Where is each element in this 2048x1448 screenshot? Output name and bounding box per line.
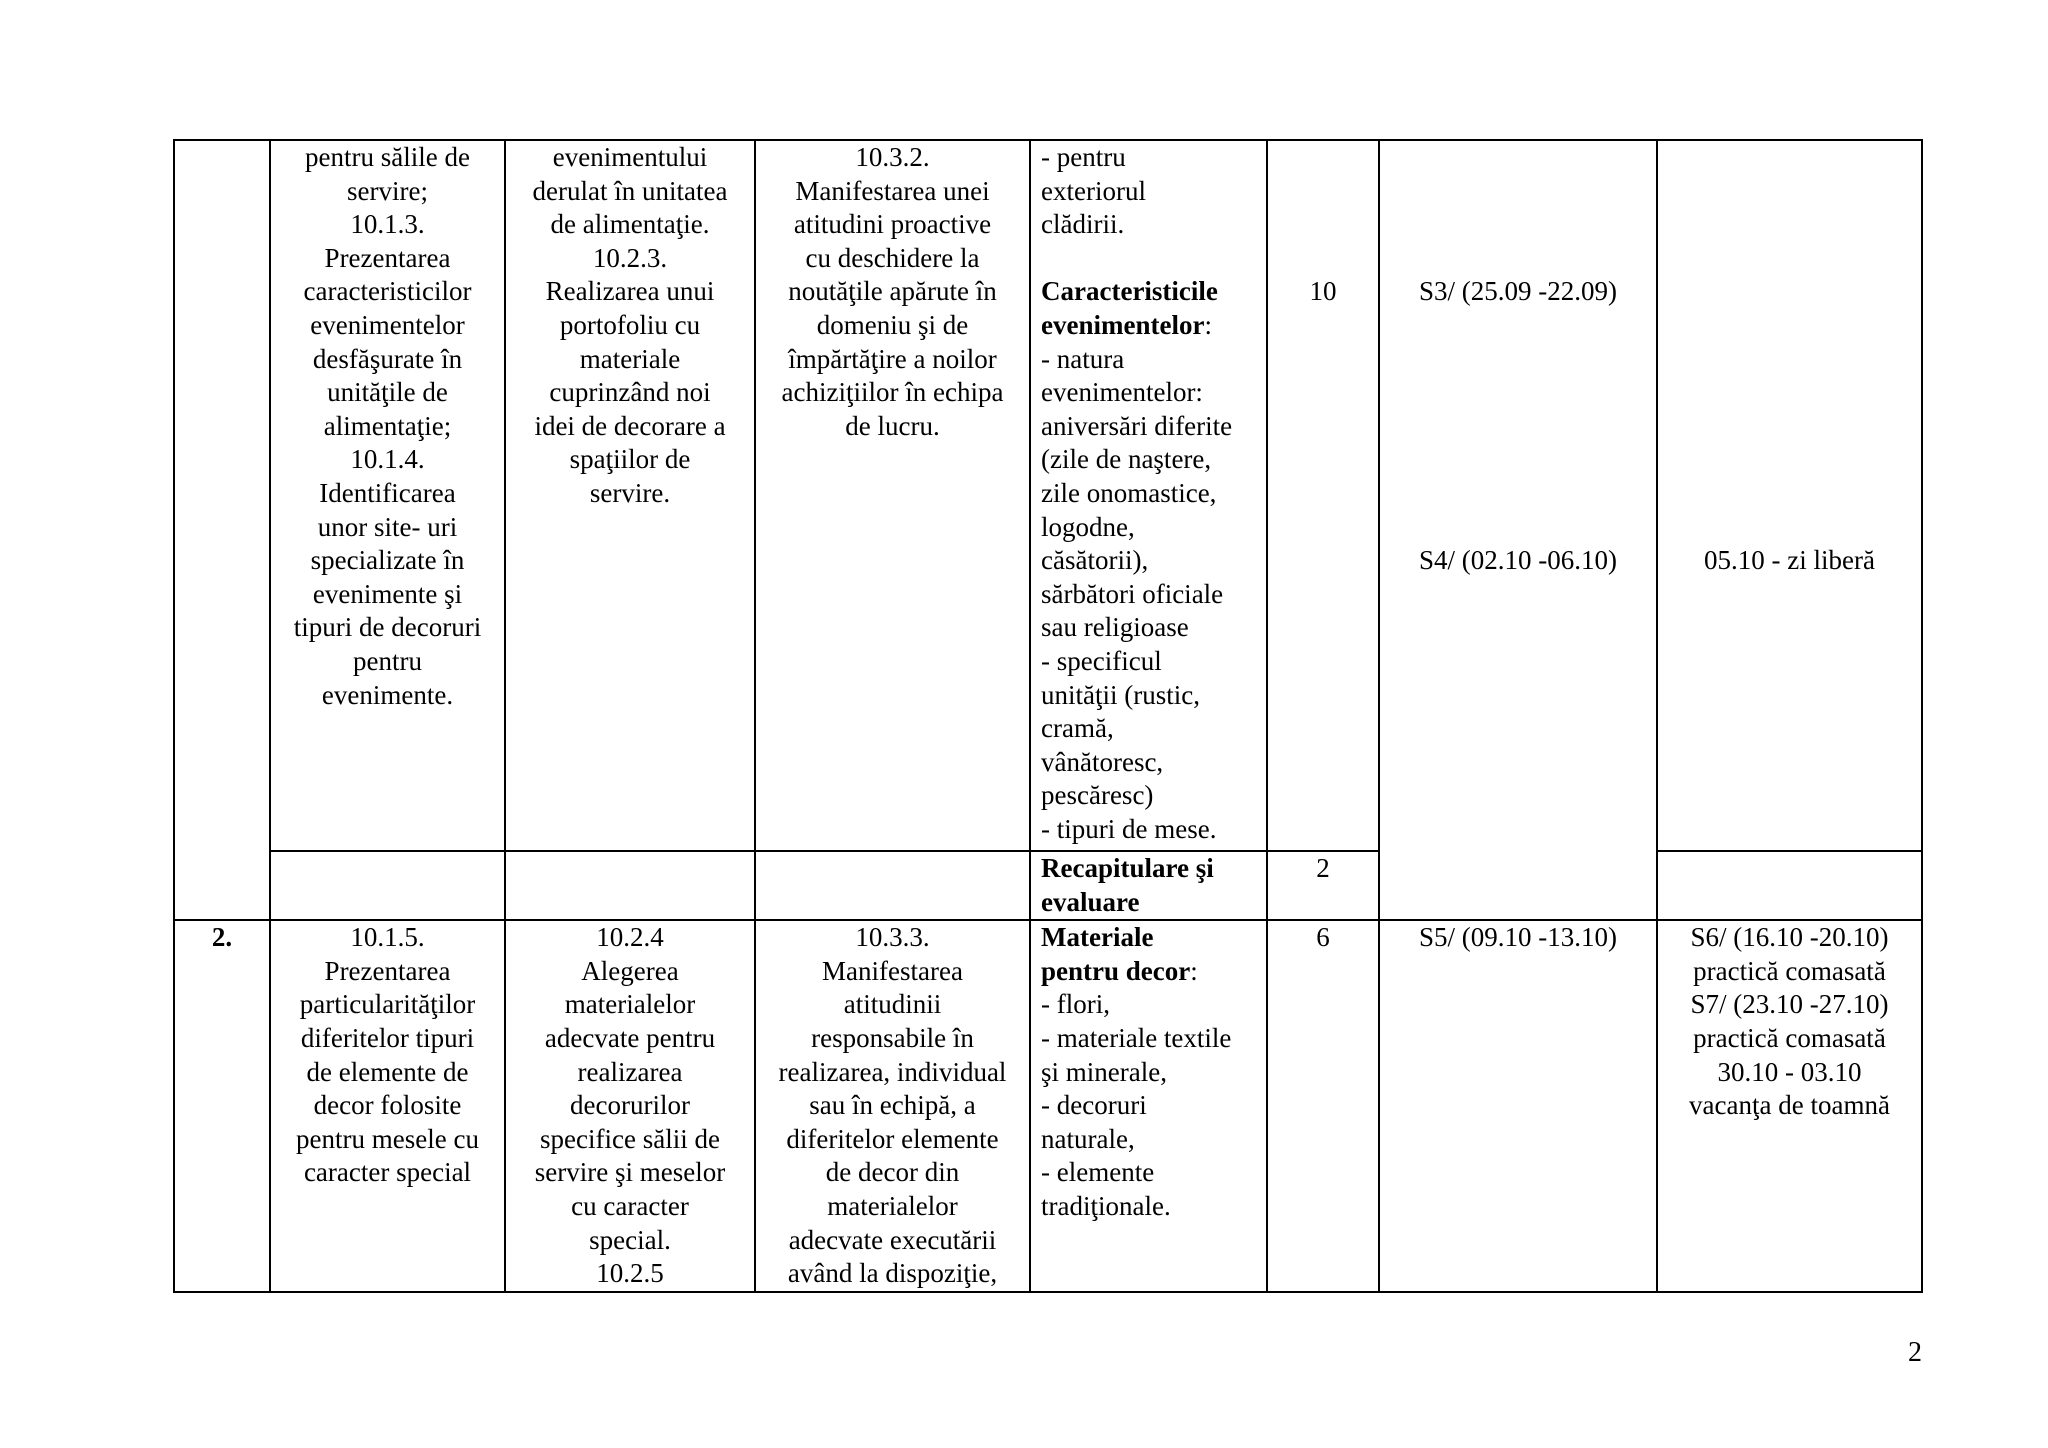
text-line: - tipuri de mese. <box>1041 813 1217 844</box>
text-line: pentru sălile de <box>305 142 470 172</box>
text-line: alimentaţie; <box>323 410 452 441</box>
text-line: portofoliu cu <box>559 309 701 340</box>
text-line: decor folosite <box>313 1090 462 1121</box>
text-line: sau în echipă, a <box>809 1090 976 1121</box>
text-line: având la dispoziţie, <box>787 1258 998 1289</box>
text-line: unor site- uri <box>317 511 458 542</box>
text-line: adecvate pentru <box>544 1022 716 1053</box>
text-line: noutăţile apărute în <box>788 276 997 307</box>
blank-line <box>1390 242 1646 276</box>
blank-line <box>1668 309 1911 343</box>
cell-learning-outcomes-attitudes <box>755 920 1030 1292</box>
text-line: decorurilor <box>570 1090 690 1121</box>
cell-weeks <box>1379 920 1657 1292</box>
text-line: Identificarea <box>319 477 456 508</box>
text-line: practică comasată <box>1693 1022 1886 1053</box>
text-line: Manifestarea unei <box>795 175 990 206</box>
text-line: şi minerale, <box>1041 1056 1167 1087</box>
cell-learning-outcomes-knowledge <box>270 140 505 851</box>
text-line: idei de decorare a <box>534 410 726 441</box>
text-line: specifice sălii de <box>540 1123 720 1154</box>
text-line: - flori, <box>1041 989 1110 1020</box>
text-line: Alegerea <box>581 955 679 986</box>
text-line: - pentru <box>1041 142 1126 172</box>
text-line: - specificul <box>1041 645 1162 676</box>
text-line: materialelor <box>564 989 696 1020</box>
text-line: evenimentului <box>552 142 708 172</box>
hours-value: 2 <box>1316 853 1330 883</box>
text-line: cu deschidere la <box>805 242 980 273</box>
blank-line <box>1390 376 1646 410</box>
text-line: de alimentaţie. <box>550 209 710 240</box>
text-line: - materiale textile <box>1041 1022 1232 1053</box>
content-heading: Caracteristicile <box>1041 276 1218 307</box>
text-line: 10.2.5 <box>596 1258 664 1289</box>
text-line: clădirii. <box>1041 209 1125 240</box>
content-heading: evenimentelor <box>1041 309 1205 340</box>
text-line: vânătoresc, <box>1041 746 1164 777</box>
text-line: S6/ (16.10 -20.10) <box>1690 922 1889 953</box>
text-line: sărbători oficiale <box>1041 578 1224 609</box>
cell-learning-outcomes-attitudes <box>755 140 1030 851</box>
cell-observations <box>1657 140 1922 851</box>
blank-line <box>1390 443 1646 477</box>
text-line: diferitelor elemente <box>786 1123 999 1154</box>
text-line: cu caracter <box>571 1190 689 1221</box>
text-line: vacanţa de toamnă <box>1689 1090 1890 1121</box>
cell-hours <box>1267 920 1379 1292</box>
content-heading: Recapitulare şi <box>1041 853 1214 883</box>
planning-table <box>173 139 1923 1293</box>
text-line: domeniu şi de <box>816 309 969 340</box>
text-line: evenimentelor <box>310 309 465 340</box>
text-line: de decor din <box>825 1157 960 1188</box>
text-line: evenimente şi <box>312 578 463 609</box>
cell-observations-empty <box>1657 851 1922 920</box>
cell-content <box>1030 140 1267 851</box>
week-value: S5/ (09.10 -13.10) <box>1419 922 1617 953</box>
cell-hours <box>1267 140 1379 851</box>
blank-line <box>1041 242 1256 276</box>
text-line: tradiţionale. <box>1041 1190 1171 1221</box>
text-line: realizarea, individual <box>778 1056 1007 1087</box>
text-line: pescăresc) <box>1041 780 1154 811</box>
text-line: pentru mesele cu <box>296 1123 479 1154</box>
cell-learning-outcomes-skills <box>505 920 755 1292</box>
text-line: unităţii (rustic, <box>1041 679 1200 710</box>
blank-line <box>1668 175 1911 209</box>
page-number: 2 <box>1908 1337 1922 1368</box>
text-line: exteriorul <box>1041 175 1146 206</box>
table-row <box>174 851 1922 920</box>
blank-line <box>1390 175 1646 209</box>
text-line: unităţile de <box>327 377 448 408</box>
blank-line <box>1390 410 1646 444</box>
text-line: materialelor <box>827 1190 958 1221</box>
content-heading-line <box>1041 955 1256 989</box>
text-line: Manifestarea <box>822 955 963 986</box>
blank-line <box>1278 175 1368 209</box>
hours-value: 6 <box>1316 922 1330 953</box>
blank-line <box>1278 208 1368 242</box>
cell-content <box>1030 920 1267 1292</box>
text-line: spaţiilor de <box>569 444 691 475</box>
cell-empty <box>755 851 1030 920</box>
text-line: special. <box>589 1224 671 1255</box>
text-line: 30.10 - 03.10 <box>1717 1056 1862 1087</box>
text-line: de lucru. <box>845 410 940 441</box>
text-line: desfăşurate în <box>312 343 463 374</box>
text-line: împărtăţire a noilor <box>788 343 997 374</box>
text-line: practică comasată <box>1693 955 1886 986</box>
text-line: atitudinii <box>843 989 942 1020</box>
blank-line <box>1668 275 1911 309</box>
text-line: Prezentarea <box>324 242 451 273</box>
text-line: 10.2.3. <box>592 242 668 273</box>
cell-empty <box>270 851 505 920</box>
text-line: specializate în <box>310 545 465 576</box>
text-line: - elemente <box>1041 1157 1155 1188</box>
text-line: naturale, <box>1041 1123 1135 1154</box>
heading-colon: : <box>1204 309 1212 340</box>
text-line: particularităţilor <box>299 989 476 1020</box>
text-line: responsabile în <box>811 1022 974 1053</box>
text-line: evenimente. <box>321 679 454 710</box>
text-line: 10.3.3. <box>855 922 930 953</box>
blank-line <box>1668 443 1911 477</box>
text-line: achiziţiilor în echipa <box>781 377 1004 408</box>
blank-line <box>1668 343 1911 377</box>
text-line: 10.1.5. <box>350 922 425 953</box>
content-heading: pentru decor <box>1041 955 1191 986</box>
blank-line <box>1668 242 1911 276</box>
text-line: 10.1.4. <box>350 444 425 475</box>
blank-line <box>1668 208 1911 242</box>
week-value: S4/ (02.10 -06.10) <box>1419 545 1617 576</box>
cell-learning-outcomes-knowledge <box>270 920 505 1292</box>
text-line: Realizarea unui <box>545 276 715 307</box>
blank-line <box>1390 309 1646 343</box>
text-line: caracter special <box>303 1157 472 1188</box>
row-number: 2. <box>211 922 233 953</box>
cell-hours <box>1267 851 1379 920</box>
content-heading: evaluare <box>1041 886 1140 917</box>
text-line: - natura <box>1041 343 1125 374</box>
text-line: Prezentarea <box>324 955 451 986</box>
cell-number-empty <box>174 140 270 920</box>
blank-line <box>1390 511 1646 545</box>
text-line: logodne, <box>1041 511 1135 542</box>
text-line: diferitelor tipuri <box>300 1022 475 1053</box>
cell-empty <box>505 851 755 920</box>
blank-line <box>1390 343 1646 377</box>
heading-colon: : <box>1190 955 1198 986</box>
hours-value: 10 <box>1309 276 1337 307</box>
text-line: - decoruri <box>1041 1090 1147 1121</box>
observation-value: 05.10 - zi liberă <box>1704 545 1875 576</box>
blank-line <box>1390 477 1646 511</box>
text-line: adecvate executării <box>788 1224 997 1255</box>
text-line: evenimentelor: <box>1041 377 1203 408</box>
text-line: 10.1.3. <box>350 209 425 240</box>
cell-weeks <box>1379 140 1657 920</box>
text-line: materiale <box>579 343 681 374</box>
text-line: 10.2.4 <box>596 922 664 953</box>
cell-number <box>174 920 270 1292</box>
cell-learning-outcomes-skills <box>505 140 755 851</box>
text-line: servire. <box>589 477 671 508</box>
text-line: sau religioase <box>1041 612 1189 643</box>
blank-line <box>1278 141 1368 175</box>
text-line: servire şi meselor <box>534 1157 726 1188</box>
blank-line <box>1668 511 1911 545</box>
text-line: S7/ (23.10 -27.10) <box>1690 989 1889 1020</box>
text-line: atitudini proactive <box>793 209 992 240</box>
cell-observations <box>1657 920 1922 1292</box>
text-line: cuprinzând noi <box>549 377 711 408</box>
week-value: S3/ (25.09 -22.09) <box>1419 276 1617 307</box>
content-heading: Materiale <box>1041 922 1154 953</box>
table-row <box>174 920 1922 1292</box>
content-heading-line <box>1041 309 1256 343</box>
text-line: 10.3.2. <box>855 142 930 172</box>
blank-line <box>1668 376 1911 410</box>
text-line: derulat în unitatea <box>532 175 728 206</box>
blank-line <box>1278 242 1368 276</box>
blank-line <box>1668 141 1911 175</box>
text-line: căsătorii), <box>1041 545 1149 576</box>
text-line: caracteristicilor <box>303 276 472 307</box>
text-line: de elemente de <box>306 1056 469 1087</box>
text-line: cramă, <box>1041 713 1114 744</box>
blank-line <box>1668 410 1911 444</box>
blank-line <box>1668 477 1911 511</box>
text-line: servire; <box>347 175 428 206</box>
text-line: (zile de naştere, <box>1041 444 1212 475</box>
text-line: pentru <box>353 645 422 676</box>
blank-line <box>1390 208 1646 242</box>
blank-line <box>1390 141 1646 175</box>
cell-content <box>1030 851 1267 920</box>
text-line: realizarea <box>577 1056 683 1087</box>
text-line: zile onomastice, <box>1041 477 1217 508</box>
text-line: aniversări diferite <box>1041 410 1233 441</box>
text-line: tipuri de decoruri <box>293 612 482 643</box>
table-row <box>174 140 1922 851</box>
